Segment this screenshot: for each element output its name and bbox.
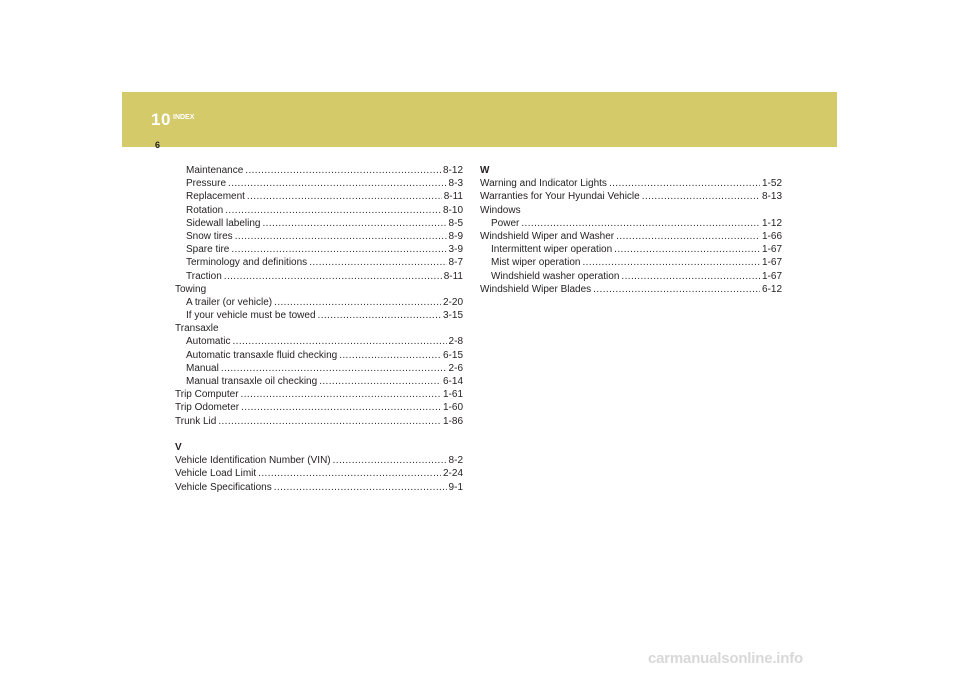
index-entry: Traction ..... 8-11 xyxy=(175,270,463,283)
section-gap xyxy=(175,428,463,441)
chapter-title: INDEX xyxy=(173,114,195,121)
index-entry: Maintenance ..... 8-12 xyxy=(175,164,463,177)
index-entry: Mist wiper operation ..... 1-67 xyxy=(480,256,782,269)
index-heading-towing: Towing xyxy=(175,283,207,295)
index-entry: Automatic transaxle fluid checking ..... 6-15 xyxy=(175,349,463,362)
index-entry: If your vehicle must be towed ..... 3-15 xyxy=(175,309,463,322)
index-entry: Sidewall labeling ..... 8-5 xyxy=(175,217,463,230)
watermark: carmanualsonline.info xyxy=(648,650,803,667)
index-entry: Terminology and definitions ..... 8-7 xyxy=(175,256,463,269)
index-entry: Manual ..... 2-6 xyxy=(175,362,463,375)
index-entry: Warranties for Your Hyundai Vehicle ..... 8-13 xyxy=(480,190,782,203)
index-entry: A trailer (or vehicle) ..... 2-20 xyxy=(175,296,463,309)
index-entry: Vehicle Specifications ..... 9-1 xyxy=(175,481,463,494)
index-entry: Power ..... 1-12 xyxy=(480,217,782,230)
index-entry: Trip Odometer ..... 1-60 xyxy=(175,401,463,414)
index-column-left xyxy=(175,164,463,494)
index-entry: Windshield Wiper Blades ..... 6-12 xyxy=(480,283,782,296)
index-column-right xyxy=(480,164,782,296)
index-entry: Automatic ..... 2-8 xyxy=(175,335,463,348)
index-letter-w: W xyxy=(480,165,490,176)
index-letter-v: V xyxy=(175,441,182,453)
index-entry: Trunk Lid ..... 1-86 xyxy=(175,415,463,428)
index-entry: Intermittent wiper operation ..... 1-67 xyxy=(480,243,782,256)
chapter-number: 10 xyxy=(151,110,171,129)
index-entry: Pressure ..... 8-3 xyxy=(175,177,463,190)
index-entry: Replacement ..... 8-11 xyxy=(175,190,463,203)
index-entry: Manual transaxle oil checking ..... 6-14 xyxy=(175,375,463,388)
index-entry: Vehicle Identification Number (VIN) ..... 8-2 xyxy=(175,454,463,467)
page-number: 6 xyxy=(155,140,161,150)
index-entry: Warning and Indicator Lights ..... 1-52 xyxy=(480,177,782,190)
index-heading-windows: Windows xyxy=(480,204,521,216)
index-entry: Vehicle Load Limit ..... 2-24 xyxy=(175,467,463,480)
index-entry: Spare tire ..... 3-9 xyxy=(175,243,463,256)
index-entry: Rotation ..... 8-10 xyxy=(175,204,463,217)
index-heading-transaxle: Transaxle xyxy=(175,323,219,335)
header-band xyxy=(122,92,837,147)
index-entry: Trip Computer ..... 1-61 xyxy=(175,388,463,401)
index-entry: Snow tires ..... 8-9 xyxy=(175,230,463,243)
index-entry: Windshield Wiper and Washer ..... 1-66 xyxy=(480,230,782,243)
index-entry: Windshield washer operation ..... 1-67 xyxy=(480,270,782,283)
